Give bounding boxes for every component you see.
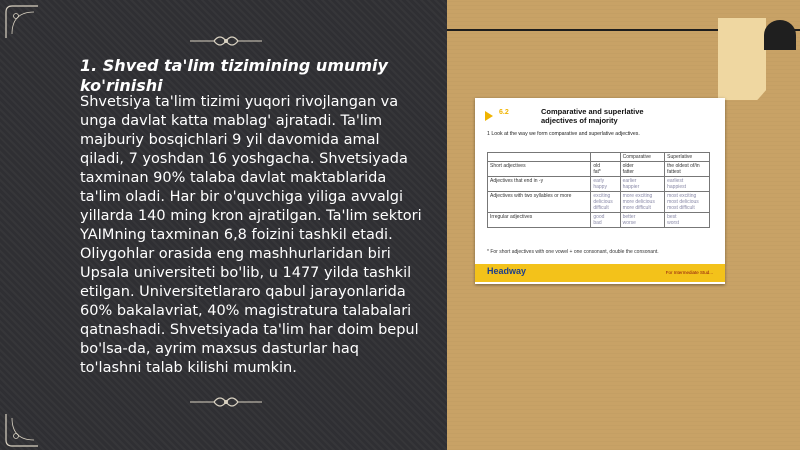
book-title-line-1: Comparative and superlative [541,107,644,116]
table-cell: older fatter [620,162,665,177]
table-header-cell [488,153,591,162]
table-row [488,177,710,192]
table-row [488,213,710,228]
book-footnote: * For short adjectives with one vowel + one consonant, double the consonant. [487,249,659,255]
headway-logo: Headway [487,266,527,276]
table-cell: Short adjectives [488,162,591,177]
table-header-cell: Comparative [620,153,665,162]
table-row [488,192,710,213]
table-cell: earliest happiest [665,177,710,192]
table-cell: exciting delicious difficult [591,192,620,213]
slide-title: 1. Shved ta'lim tizimining umumiy ko'rinishi [80,56,388,95]
slide-body-text: Shvetsiya ta'lim tizimi yuqori rivojlangan va unga davlat katta mablag' ajratadi. Ta'lim majburiy bosqichlari 9 yil davomida amal qiladi, 7 yoshdan 16 yoshgacha. Shvetsiyada taxminan 90% talaba davlat maktablarida ta'lim oladi. Har bir o'quvchiga yiliga avvalgi yillarda 140 ming kron ajratilgan. Ta'lim sektori YAIMning taxminan 6,8 foizini tashkil etadi. Oliygohlar orasida eng mashhurlaridan biri Upsala universiteti bo'lib, u 1477 yilda tashkil etilgan. Universitetlararo qabul jarayonlarida 60% bakalavriat, 40% magistratura talabalari qatnashadi. Shvetsiyada ta'lim har doim bepul bo'lsa-da, ayrim maxsus dasturlar haq to'lashni talab kilishi mumkin. [80,94,422,376]
textbook-image [475,98,725,284]
ornament-bottom-icon [188,393,264,411]
book-instruction: 1 Look at the way we form comparative and superlative adjectives. [487,131,640,137]
page-fold-decoration [764,20,796,50]
table-cell: best worst [665,213,710,228]
corner-flourish-icon [4,412,40,448]
book-footer-bar [475,264,725,282]
book-title-line-2: adjectives of majority [541,116,618,125]
book-footer-text: For Intermediate Stud... [665,270,713,275]
corner-flourish-icon [4,4,40,40]
table-cell: more exciting more delicious more difficult [620,192,665,213]
table-cell: good bad [591,213,620,228]
table-cell: Adjectives that end in -y [488,177,591,192]
table-header-row [488,153,710,162]
table-row [488,162,710,177]
table-cell: Irregular adjectives [488,213,591,228]
table-header-cell: Superlative [665,153,710,162]
unit-number: 6.2 [499,109,509,116]
table-cell: old fat* [591,162,620,177]
table-header-cell [591,153,620,162]
adjective-table [487,152,710,228]
table-cell: early happy [591,177,620,192]
table-cell: most exciting most delicious most difficult [665,192,710,213]
bookmark-decoration [718,18,766,100]
table-cell: the oldest of/in fattest [665,162,710,177]
ornament-top-icon [188,32,264,50]
table-cell: better worse [620,213,665,228]
book-section-title [541,107,711,125]
play-arrow-icon [485,111,493,121]
table-cell: Adjectives with two syllables or more [488,192,591,213]
table-cell: earlier happier [620,177,665,192]
